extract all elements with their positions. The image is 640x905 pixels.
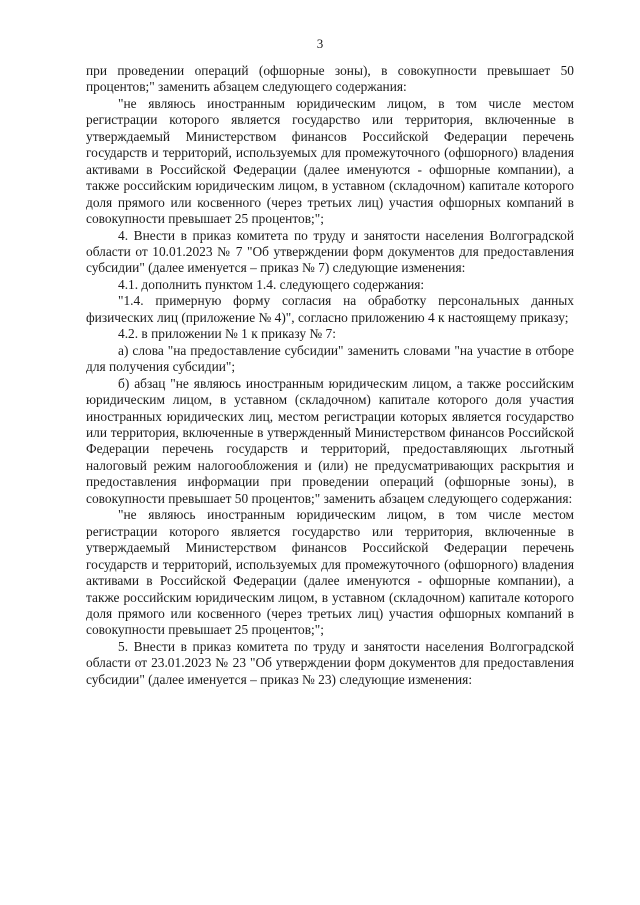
paragraph-quote-offshore-2: "не являюсь иностранным юридическим лицом, в том числе местом регистрации которого является государство или территория, включенные в утверждаемый Министерством финансов Российской Федерации перечень государств и территорий, используемых для промежуточного (офшорного) владения активами в Российской Федерации (далее именуются - офшорные компании), а также российским юридическим лицом, в уставном (складочном) капитале которого доля прямого или косвенного (через третьих лиц) участия офшорных компаний в совокупности превышает 25 процентов;"; xyxy=(86,507,574,638)
paragraph-item-5: 5. Внести в приказ комитета по труду и занятости населения Волгоградской области от 23.01.2023 № 23 "Об утверждении форм документов для предоставления субсидии" (далее именуется – приказ № 23) следующие изменения: xyxy=(86,638,574,687)
paragraph-subitem-a: а) слова "на предоставление субсидии" заменить словами "на участие в отборе для получения субсидии"; xyxy=(86,342,574,375)
paragraph-continuation: при проведении операций (офшорные зоны), в совокупности превышает 50 процентов;" заменить абзацем следующего содержания: xyxy=(86,63,574,95)
paragraph-item-4-2: 4.2. в приложении № 1 к приказу № 7: xyxy=(118,326,336,342)
page-number: 3 xyxy=(316,36,324,51)
paragraph-subitem-b: б) абзац "не являюсь иностранным юридическим лицом, а также российским юридическим лицом, в уставном (складочном) капитале которого доля участия иностранных юридических лиц, местом регистрации которых является государство или территория, включенные в утвержденный Министерством финансов Российской Федерации перечень государств и территорий, предоставляющих льготный налоговый режим налогообложения и (или) не предусматривающих раскрытия и предоставления информации при проведении операций (офшорные зоны), в совокупности превышает 50 процентов;" заменить абзацем следующего содержания: xyxy=(86,375,574,506)
paragraph-item-4-1: 4.1. дополнить пунктом 1.4. следующего содержания: xyxy=(118,276,425,292)
paragraph-item-1-4-quote: "1.4. примерную форму согласия на обработку персональных данных физических лиц (приложение № 4)", согласно приложению 4 к настоящему приказу; xyxy=(86,293,574,325)
paragraph-quote-offshore-1: "не являюсь иностранным юридическим лицом, в том числе местом регистрации которого является государство или территория, включенные в утверждаемый Министерством финансов Российской Федерации перечень государств и территорий, используемых для промежуточного (офшорного) владения активами в Российской Федерации (далее именуются - офшорные компании), а также российским юридическим лицом, в уставном (складочном) капитале которого доля прямого или косвенного (через третьих лиц) участия офшорных компаний в совокупности превышает 25 процентов;"; xyxy=(86,95,574,227)
paragraph-item-4: 4. Внести в приказ комитета по труду и занятости населения Волгоградской области от 10.01.2023 № 7 "Об утверждении форм документов для предоставления субсидии" (далее именуется – приказ № 7) следующие изменения: xyxy=(86,227,574,276)
document-body xyxy=(86,63,574,688)
